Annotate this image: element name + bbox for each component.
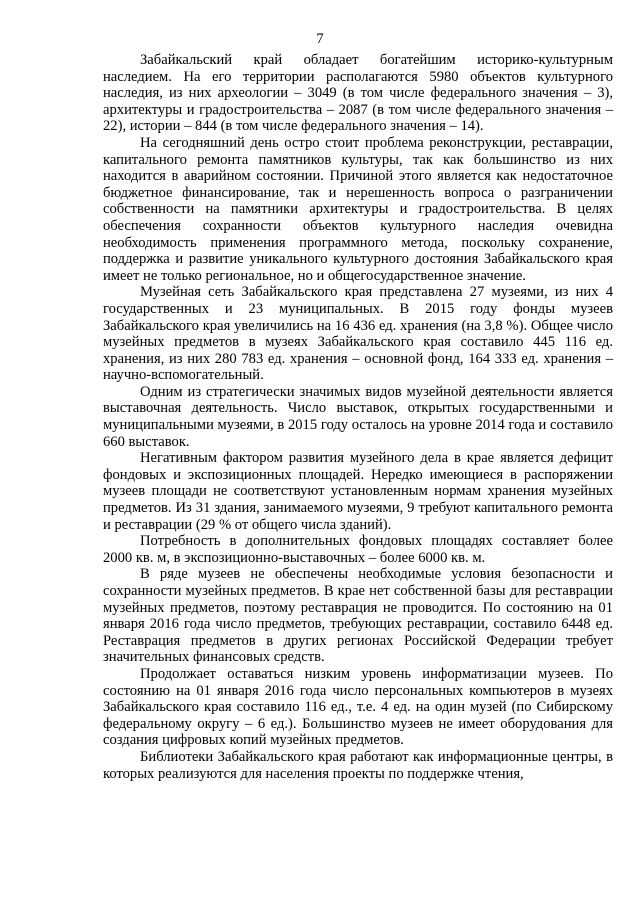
paragraph-restoration-problem: На сегодняшний день остро стоит проблема реконструкции, реставрации, капитального ремонта памятников культуры, так как большинство из них находится в аварийном состоянии. Причиной этого является как недостаточное бюджетное финансирование, так и нерешенность вопроса о разграничении собственности на памятники архитектуры и градостроительства. В целях обеспечения сохранности объектов культурного наследия очевидна необходимость применения программного метода, поскольку сохранение, поддержка и развитие уникального культурного достояния Забайкальского края имеет не только региональное, но и общегосударственное значение. [103, 134, 613, 284]
paragraph-informatization: Продолжает оставаться низким уровень информатизации музеев. По состоянию на 01 января 2016 года число персональных компьютеров в музеях Забайкальского края составило 116 ед., т.е. 4 ед. на один музей (по Сибирскому федеральному округу – 6 ед.). Большинство музеев не имеет оборудования для создания цифровых копий музейных предметов. [103, 665, 613, 749]
paragraph-museum-network: Музейная сеть Забайкальского края представлена 27 музеями, из них 4 государственных и 23 муниципальных. В 2015 году фонды музеев Забайкальского края увеличились на 16 436 ед. хранения (на 3,8 %). Общее число музейных предметов в музеях Забайкальского края составило 445 116 ед. хранения, из них 280 783 ед. хранения – основной фонд, 164 333 ед. хранения – научно-вспомогательный. [103, 284, 613, 384]
paragraph-libraries: Библиотеки Забайкальского края работают как информационные центры, в которых реализуются для населения проекты по поддержке чтения, [103, 748, 613, 782]
paragraph-cultural-heritage: Забайкальский край обладает богатейшим историко-культурным наследием. На его территории располагаются 5980 объектов культурного наследия, из них археологии – 3049 (в том числе федерального значения – 3), архитектуры и градостроительства – 2087 (в том числе федерального значения – 22), истории – 844 (в том числе федерального значения – 14). [103, 52, 613, 135]
page-number: 7 [316, 31, 324, 47]
paragraph-exhibitions: Одним из стратегически значимых видов музейной деятельности является выставочная деятельность. Число выставок, открытых государственными и муниципальными музеями, в 2015 году осталось на уровне 2014 года и составило 660 выставок. [103, 383, 613, 450]
document-body [103, 52, 613, 782]
paragraph-safety-conditions: В ряде музеев не обеспечены необходимые условия безопасности и сохранности музейных предметов. В крае нет собственной базы для реставрации музейных предметов, поэтому реставрация не проводится. По состоянию на 01 января 2016 года число предметов, требующих реставрации, составило 6448 ед. Реставрация предметов в других регионах Российской Федерации требует значительных финансовых средств. [103, 566, 613, 666]
paragraph-space-needs: Потребность в дополнительных фондовых площадях составляет более 2000 кв. м, в экспозиционно-выставочных – более 6000 кв. м. [103, 533, 613, 566]
paragraph-space-deficit: Негативным фактором развития музейного дела в крае является дефицит фондовых и экспозиционных площадей. Нередко имеющиеся в распоряжении музеев площади не соответствуют установленным нормам хранения музейных предметов. Из 31 здания, занимаемого музеями, 9 требуют капитального ремонта и реставрации (29 % от общего числа зданий). [103, 450, 613, 533]
